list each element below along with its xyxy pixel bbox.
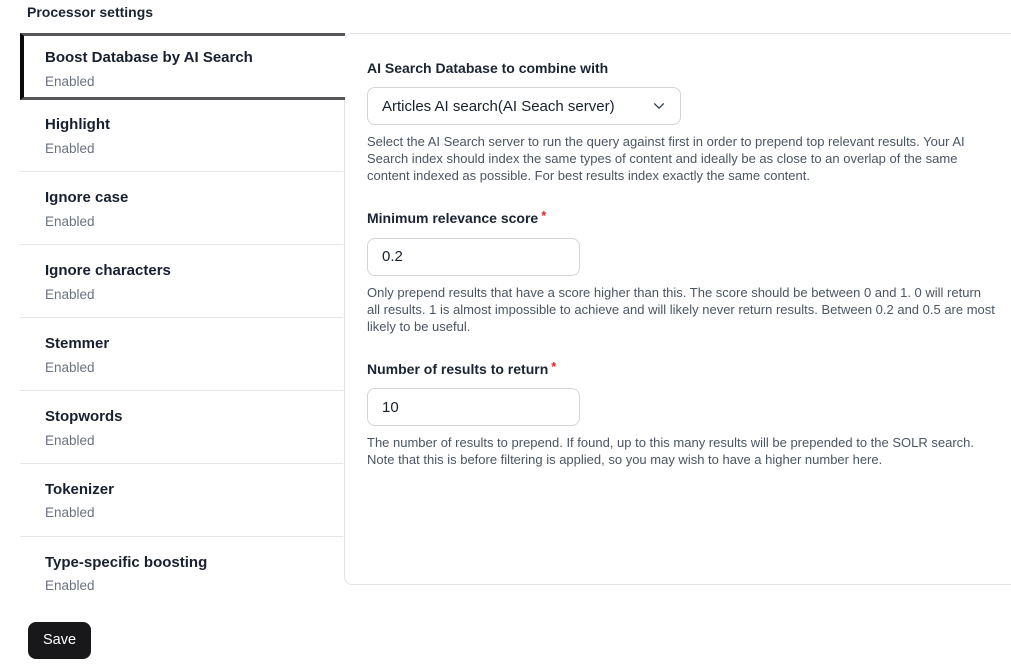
tab-status: Enabled [45, 140, 95, 156]
field-ai-search-database [367, 61, 1011, 184]
tab-label: Highlight [45, 116, 110, 133]
field-minimum-relevance-score [367, 208, 1011, 334]
tab-highlight[interactable] [20, 99, 343, 172]
field-label: Number of results to return * [367, 358, 557, 377]
tab-status: Enabled [45, 359, 95, 375]
save-button[interactable]: Save [28, 622, 91, 659]
processor-tab-list [20, 33, 344, 610]
tab-label: Tokenizer [45, 480, 114, 498]
tab-label: Type-specific boosting [45, 553, 208, 571]
tab-status: Enabled [45, 432, 95, 448]
field-number-of-results [367, 358, 1011, 468]
tab-ignore-case[interactable] [20, 171, 343, 245]
required-asterisk: * [551, 358, 557, 374]
tab-label: Stemmer [45, 334, 110, 352]
tab-label: Ignore characters [45, 261, 171, 279]
field-help-text: The number of results to prepend. If found, up to this many results will be prepended to the SOLR search. Note that this is before filtering is applied, so you may wish to have a higher number here. [367, 435, 975, 468]
field-help-text: Only prepend results that have a score higher than this. The score should be between 0 and 1. 0 will return all results. 1 is almost impossible to achieve and will likely never return results. Between 0.2 and 0.5 are most likely to be useful. [367, 284, 995, 334]
tab-ignore-characters[interactable] [20, 244, 343, 318]
tab-boost-database-by-ai-search[interactable] [20, 33, 345, 100]
tab-stemmer[interactable] [20, 317, 343, 391]
tab-stopwords[interactable] [20, 390, 343, 464]
field-help-text: Select the AI Search server to run the query against first in order to prepend top relevant results. Your AI Search index should index the same types of content and ideally be as close to an overlap of the same content indexed as possible. For best results index exactly the same content. [367, 134, 965, 184]
ai-search-database-select[interactable] [367, 87, 681, 125]
chevron-down-icon [652, 99, 666, 113]
tab-status: Enabled [45, 286, 95, 302]
number-of-results-input[interactable] [367, 388, 580, 426]
page-title: Processor settings [27, 4, 154, 20]
tab-label: Boost Database by AI Search [45, 49, 253, 66]
field-label: AI Search Database to combine with [367, 60, 609, 76]
tab-label: Ignore case [45, 188, 129, 206]
select-value: Articles AI search(AI Seach server) [382, 97, 615, 115]
tab-status: Enabled [45, 505, 95, 521]
tab-status: Enabled [45, 73, 95, 89]
tab-tokenizer[interactable] [20, 463, 343, 537]
required-asterisk: * [541, 208, 547, 224]
tab-type-specific-boosting[interactable] [20, 536, 343, 610]
tab-label: Stopwords [45, 407, 123, 425]
tab-status: Enabled [45, 213, 95, 229]
minimum-relevance-score-input[interactable] [367, 238, 580, 276]
processor-settings-panel [344, 33, 1011, 585]
field-label: Minimum relevance score * [367, 208, 547, 227]
tab-status: Enabled [45, 578, 95, 594]
